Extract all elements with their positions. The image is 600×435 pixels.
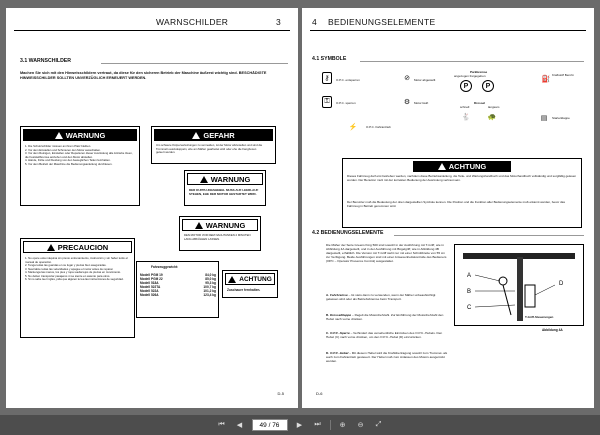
header-rule [14, 30, 290, 31]
page-number-field[interactable]: 49 / 76 [252, 419, 288, 431]
control-item-a: A. Fahrbremse – Ist stets dann zu verwenden, wenn der Mäher unbeaufsichtigt gelassen wird oder als Betriebsbremse beim Transport. [326, 293, 436, 301]
warnung-2-text: DER KUPPLUNGSHEBEL MUSS AUF LEERLAUF STEHEN, EHE DER MOTOR GESTARTET WIRD. [189, 188, 259, 196]
achtung-banner: ACHTUNG [413, 161, 511, 172]
weight-row: Modell 526A 123,4 kg [140, 293, 216, 297]
viewer-toolbar [0, 415, 600, 435]
warnung-banner: WARNUNG [23, 129, 137, 141]
weights-rows [140, 273, 216, 297]
section-title: 4.2 BEDIENUNGSELEMENTE [312, 230, 384, 236]
section-title: 4.1 SYMBOLE [312, 56, 347, 62]
first-page-button[interactable]: ⏮ [218, 421, 225, 428]
warning-triangle-icon [200, 176, 208, 183]
weights-title: Fahrzeuggewicht: [151, 265, 179, 269]
gefahr-text: Um schwere Körperverletzungen zu vermeiden, ist der Motor abzustellen und sind die Trommeln auszukuppeln, ehe am Mäher gearbeitet wird oder ehe die Fangboxen geleert werden. [156, 143, 263, 154]
zoom-in-icon[interactable]: ⊕ [339, 422, 346, 429]
symbol-label: schnell [460, 105, 470, 109]
figure-4a [454, 244, 584, 326]
fuel-icon: ⛽ [541, 76, 551, 83]
fig-letter-a: A [467, 273, 472, 279]
control-item-c: C. O.P.C.-Sperre – Verhindert das versehentliche Einrücken des O.P.C.-Hebels. Den Hebel (C) nach vorne drücken, um den O.P.C.-Hebel (D) einzurücken. [326, 331, 443, 339]
opc-unlock-icon: ⚷ [322, 72, 332, 84]
symbol-label: Starterklappe [552, 116, 570, 120]
warning-triangle-icon [47, 244, 55, 251]
warnung-label-2 [184, 170, 266, 206]
precaucion-items: 1. No opere esta máquina sin previo entrenamiento, instrucción y sin haber leído el manual de operación. 2. Tenga todas las guardas en su lugar y piezas bien aseguradas. 3. Neutralice todas las velocidades y apague el motor antes de reparar. 4. Mantenga las manos, los pies y ropa suelta lejos de piezas en movimiento. 5. No deben transportar pasajeros ni se siente en asiento para otros. 6. Si no sabe leer inglés, pida que alguien le lea las instrucciones de seguridad. [25, 256, 128, 281]
motor-off-icon: ⊘ [404, 75, 410, 82]
header-number: 4 [312, 17, 318, 27]
next-page-button[interactable]: ▶ [296, 422, 303, 429]
achtung-text: Zuschauer fernhalten. [227, 288, 261, 292]
gefahr-label [151, 126, 276, 164]
symbol-label: langsam [488, 105, 500, 109]
section-rule [394, 235, 584, 236]
symbol-label: angezogen freigegeben [454, 74, 486, 78]
header-title: BEDIENUNGSELEMENTE [328, 17, 436, 27]
brake-on-icon: P [460, 80, 472, 92]
controls-body-text: Die Mäher der Serie Greens King 500 sind sowohl in der Ausführung mit T-Griff, wie in Abbildung 4A dargestellt, und in der Ausführung mit Bügelgriff, wie in Abbildung 4B dargestellt, erhältlich. Die Version mit T-Griff steht nur mit einer Schnittbreite von 55 cm zur Verfügung. Beide Ausführungen sind mit einer Anwesenheitskontrolle des Bedieners (OPC – Operator Presence Control) ausgestattet. [326, 243, 447, 263]
toolbar-separator [330, 420, 331, 430]
warnung-banner: WARNUNG [182, 219, 258, 231]
warnung-label-3 [179, 216, 261, 251]
warning-triangle-icon [192, 132, 200, 139]
turtle-icon: 🐢 [487, 114, 497, 121]
brake-off-icon: P [482, 80, 494, 92]
warning-triangle-icon [195, 222, 203, 229]
warnung-items: 1. Die Schutzschilder müssen an ihrem Platz bleiben. 2. Vor dem Einstellen und Schmieren den Motor ausschalten. 3. Vor dem Reinigen, Einstellen oder Reparieren dieser Ausrüstung alle Antriebe lösen, die Feststellbremse anziehen und den Motor abstellen. 4. Hände, Füße und Kleidung von den beweglichen Teilen fernhalten. 5. Vor dem Betrieb der Maschine die Bedienungsanleitung durchlesen. [25, 144, 133, 166]
t-handle-illustration [455, 245, 583, 325]
page-number: D-6 [316, 391, 323, 396]
symbol-label: Motor läuft [414, 101, 429, 105]
intro-text: Machen Sie sich mit den Hinweisschildern vertraut, da diese für den sicheren Betrieb der Maschine äußerst wichtig sind. BESCHÄDIGTE HINWEISSCHILDER SOLLTEN UNVERZÜGLICH ERNEUERT WERDEN. [20, 71, 267, 80]
weight-row: Modell PGM 19 84,0 kg [140, 273, 216, 277]
rabbit-icon: 🐇 [461, 114, 471, 121]
achtung-text-1: Dieses Fahrzeug darf erst betrieben werden, nachdem diese Betriebsanleitung, die Teile- und Wartungshandbuch und das Motorhandbuch vollständig und sorgfältig gelesen wurden. Der Benutzer muß mit der korrekten Bedienung der Ausrüstung vertraut sein. [347, 174, 577, 182]
figure-caption: T-Griff-Steuerungen [525, 315, 554, 319]
warning-triangle-icon [228, 276, 236, 283]
warnung-banner: WARNUNG [187, 173, 263, 185]
last-page-button[interactable]: ⏭ [314, 421, 321, 428]
section-title: 3.1 WARNSCHILDER [20, 58, 72, 64]
symbol-label: O.P.C. entsperren [336, 78, 360, 82]
fig-letter-b: B [467, 289, 472, 295]
symbol-label: O.P.C. Fahrantrieb [366, 125, 391, 129]
section-rule [360, 61, 584, 62]
fig-letter-c: C [467, 305, 472, 311]
control-item-d: D. O.P.C.-Hebel – Mit diesem Hebel wird die Kraftübertragung sowohl zum Trommel- als auch zum Fahrantrieb gesteuert. Der Hebel muß zum Anlassen des Motors ausgerückt werden. [326, 351, 448, 363]
warnung-label-1 [20, 126, 140, 206]
symbol-label: O.P.C. sperren [336, 101, 356, 105]
warning-triangle-icon [55, 132, 63, 139]
warnung-3-text: DEN MOTOR VOR DEM NACHTANKEN 2 MINUTEN LANG ABKÜHLEN LASSEN. [184, 233, 251, 241]
precaucion-label [20, 238, 135, 338]
warning-triangle-icon [438, 163, 446, 170]
weight-row: Modell PGM 22 85,0 kg [140, 277, 216, 281]
achtung-label [222, 270, 278, 298]
precaucion-banner: PRECAUCION [23, 241, 132, 253]
page-left [6, 8, 298, 408]
fig-letter-d: D [559, 281, 564, 287]
page-right [302, 8, 594, 408]
choke-icon: ▤ [540, 115, 548, 122]
achtung-text-2: Der Benutzer muß die Bedeutung der oben dargestellten Symbole kennen. Die Position und die Funktion aller Bedienungselemente muß erkannt werden, bevor das Fahrzeug in Betrieb genommen wird. [347, 200, 565, 208]
weights-table [136, 261, 219, 318]
motor-running-icon: ⚙ [403, 99, 411, 106]
symbol-label: Kraftstoff Benzin [552, 73, 574, 77]
achtung-banner: ACHTUNG [225, 273, 275, 285]
weight-row: Modell 522TA 100,7 kg [140, 285, 216, 289]
fullscreen-icon[interactable]: ⤢ [375, 421, 382, 428]
section-rule [101, 63, 288, 64]
figure-label: Abbildung 4A [542, 328, 563, 332]
header-number: 3 [276, 17, 282, 27]
symbol-label: Parkbremse [470, 70, 488, 74]
gefahr-banner: GEFAHR [154, 129, 273, 141]
page-number: D-5 [277, 391, 284, 396]
opc-lock-icon: ⚿ [322, 96, 332, 108]
opc-drive-icon: ⚡ [348, 124, 358, 131]
symbol-label: Motor abgestellt [414, 78, 436, 82]
zoom-out-icon[interactable]: ⊖ [357, 422, 364, 429]
achtung-notice [342, 158, 582, 228]
symbol-label: Drossel [474, 101, 486, 105]
header-title: WARNSCHILDER [156, 17, 229, 27]
prev-page-button[interactable]: ◀ [236, 422, 243, 429]
header-rule [310, 30, 586, 31]
control-item-b: B. Drosselklappe – Regelt die Motordrehzahl. Zur Einführung der Motordrehzahl den Hebel nach vorne drücken. [326, 313, 444, 321]
weight-row: Modell 522A 101,2 kg [140, 289, 216, 293]
weight-row: Modell 518A 95,3 kg [140, 281, 216, 285]
